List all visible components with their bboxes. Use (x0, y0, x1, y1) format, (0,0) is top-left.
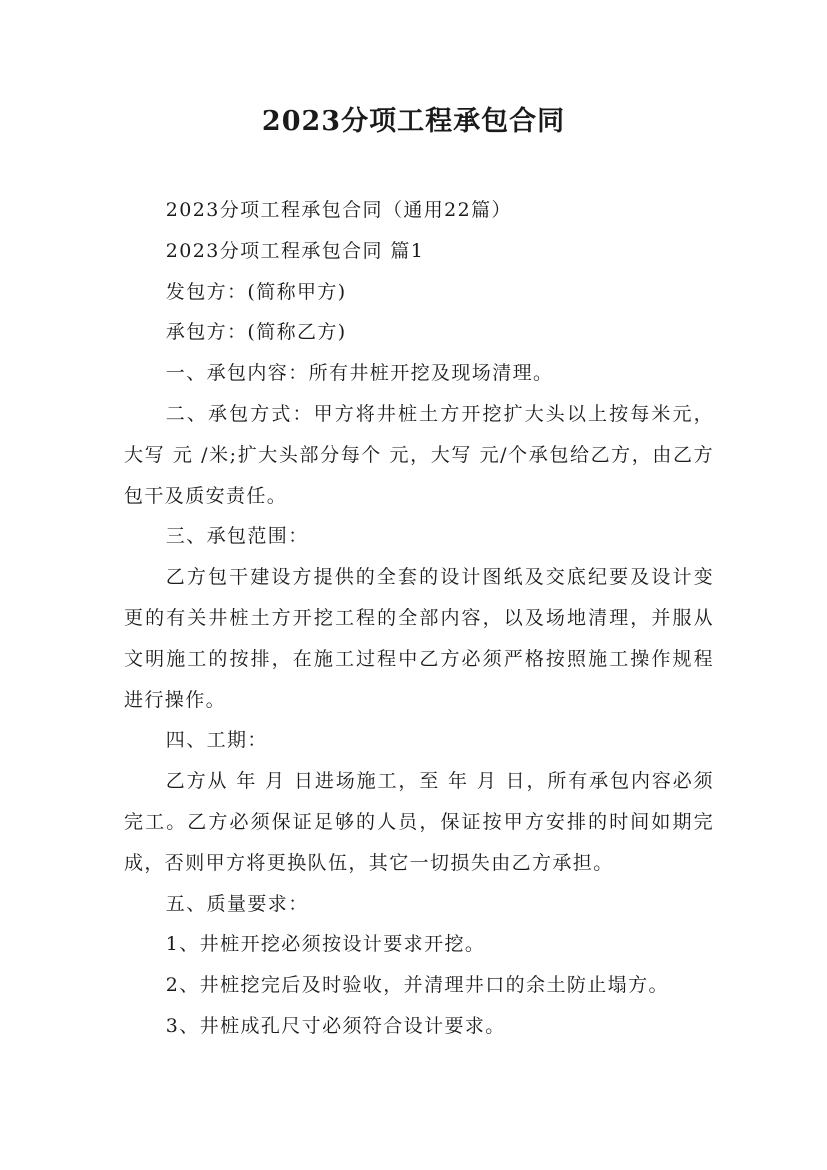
paragraph-clause-1: 一、承包内容：所有井桩开挖及现场清理。 (165, 362, 554, 385)
paragraph-clause-2: 二、承包方式：甲方将井桩土方开挖扩大头以上按每米元，大写 元 /米;扩大头部分每个 元，大写 元/个承包给乙方，由乙方包干及质安责任。 (124, 402, 714, 507)
document-title: 2023分项工程承包合同 (261, 106, 566, 137)
paragraph-clause-3-title: 三、承包范围： (165, 525, 309, 548)
paragraph-party-a: 发包方：(简称甲方) (165, 280, 347, 303)
paragraph-clause-4-body: 乙方从 年 月 日进场施工，至 年 月 日，所有承包内容必须完工。乙方必须保证足够的人员，保证按甲方安排的时间如期完成，否则甲方将更换队伍，其它一切损失由乙方承担。 (124, 770, 714, 874)
paragraph-party-b: 承包方：(简称乙方) (165, 321, 347, 344)
paragraph-quality-3: 3、井桩成孔尺寸必须符合设计要求。 (165, 1014, 506, 1037)
paragraph-section-title: 2023分项工程承包合同 篇1 (165, 239, 425, 262)
paragraph-clause-4-title: 四、工期： (165, 729, 268, 752)
document-body (124, 190, 714, 1047)
paragraph-quality-1: 1、井桩开挖必须按设计要求开挖。 (165, 933, 486, 956)
paragraph-quality-2: 2、井桩挖完后及时验收，并清理井口的余土防止塌方。 (165, 974, 669, 997)
paragraph-clause-3-body: 乙方包干建设方提供的全套的设计图纸及交底纪要及设计变更的有关井桩土方开挖工程的全部内容，以及场地清理，并服从文明施工的按排，在施工过程中乙方必须严格按照施工操作规程进行操作。 (124, 566, 714, 711)
paragraph-clause-5-title: 五、质量要求： (165, 892, 309, 915)
paragraph-heading: 2023分项工程承包合同（通用22篇） (165, 199, 512, 221)
